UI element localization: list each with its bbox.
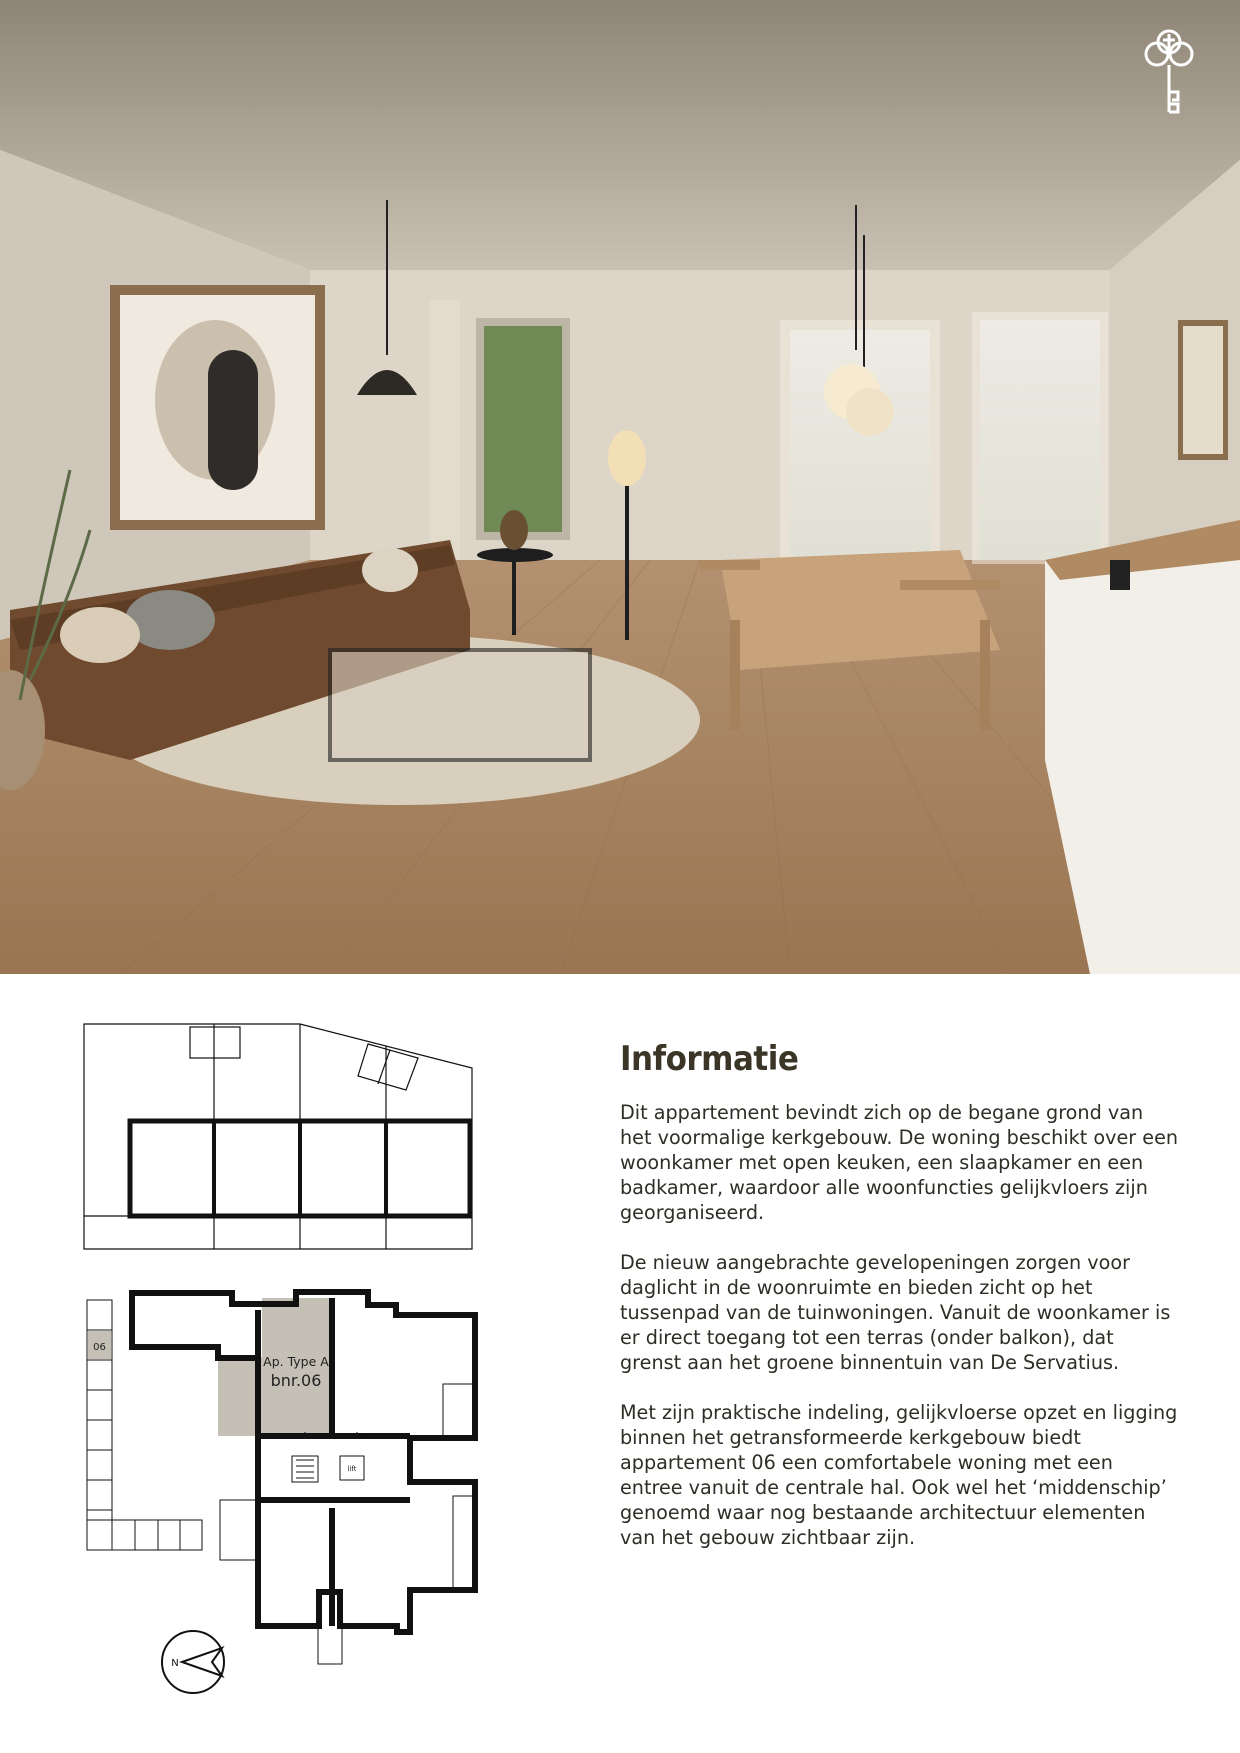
unit-number-tag: 06: [93, 1342, 106, 1353]
info-paragraph: Met zijn praktische indeling, gelijkvloerse opzet en ligging binnen het getransformeerde kerkgebouw biedt appartement 06 een comfortabele woning met een entree vanuit de centrale hal. Ook wel het ‘middenschip’ genoemd waar nog bestaande architectuur elementen van het gebouw zichtbaar zijn.: [620, 1401, 1178, 1549]
lift-label: lift: [347, 1465, 357, 1473]
floorplans: [0, 974, 560, 1753]
site-plan: [84, 1024, 472, 1249]
ground-floor-plan: [87, 1292, 475, 1664]
info-title: Informatie: [620, 1040, 799, 1079]
apartment-type-label: Ap. Type A: [263, 1354, 329, 1369]
info-section: [620, 1040, 1180, 1575]
key-logo-icon: [1138, 28, 1200, 118]
north-arrow-icon: [162, 1631, 224, 1693]
unit-label: bnr.06: [270, 1371, 322, 1390]
compass-label: N: [171, 1658, 179, 1669]
info-paragraph: Dit appartement bevindt zich op de begane grond van het voormalige kerkgebouw. De woning beschikt over een woonkamer met open keuken, een slaapkamer en een badkamer, waardoor alle woonfuncties gelijkvloers zijn georganiseerd.: [620, 1101, 1179, 1224]
info-paragraph: De nieuw aangebrachte gevelopeningen zorgen voor daglicht in de woonruimte en bieden zicht op het tussenpad van de tuinwoningen. Vanuit de woonkamer is er direct toegang tot een terras (onder balkon), dat grenst aan het groene binnentuin van De Servatius.: [620, 1251, 1171, 1374]
